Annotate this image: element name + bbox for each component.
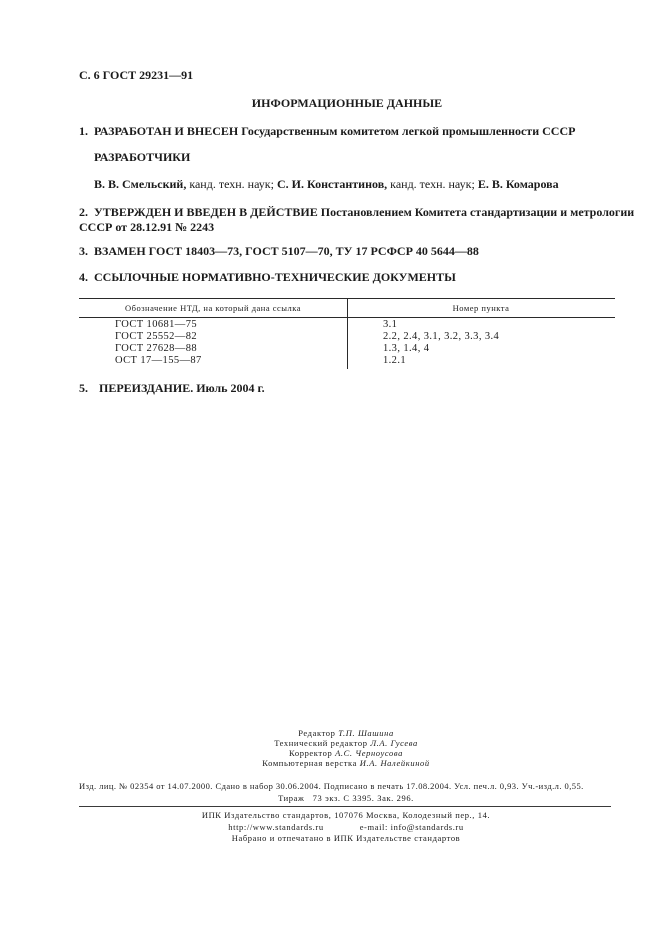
developer-name: Е. В. Комарова (477, 177, 559, 191)
printed-by: Набрано и отпечатано в ИПК Издательстве стандартов (231, 833, 461, 843)
developer-name: В. В. Смельский, (94, 177, 187, 191)
reference-documents-table (79, 298, 615, 369)
running-head: С. 6 ГОСТ 29231—91 (79, 68, 194, 82)
developer-name: С. И. Константинов, (276, 177, 388, 191)
table-cell-document: ГОСТ 10681—75 (115, 319, 198, 330)
item-2 (79, 205, 639, 235)
item-3-text: ВЗАМЕН ГОСТ 18403—73, ГОСТ 5107—70, ТУ 17 РСФСР 40 5644—88 (94, 244, 479, 258)
table-cell-clause: 2.2, 2.4, 3.1, 3.2, 3.3, 3.4 (383, 331, 500, 342)
table-cell-document: ГОСТ 25552—82 (115, 331, 198, 342)
developer-degree: канд. техн. наук; (189, 177, 274, 191)
item-1-lead: РАЗРАБОТАН И ВНЕСЕН (94, 124, 239, 138)
item-4-text: ССЫЛОЧНЫЕ НОРМАТИВНО-ТЕХНИЧЕСКИЕ ДОКУМЕНТЫ (94, 270, 456, 284)
developers-heading: РАЗРАБОТЧИКИ (94, 150, 191, 164)
credit-line (146, 748, 546, 758)
table-cell-clause: 1.3, 1.4, 4 (383, 343, 430, 354)
credit-role: Редактор (298, 728, 336, 738)
item-1 (79, 124, 575, 138)
credit-name: А.С. Черноусова (335, 748, 403, 758)
credit-name: Л.А. Гусева (370, 738, 418, 748)
credit-role: Технический редактор (274, 738, 368, 748)
publisher-address: ИПК Издательство стандартов, 107076 Москва, Колодезный пер., 14. (201, 810, 491, 820)
imprint-divider (79, 806, 611, 807)
developers-list (94, 177, 559, 191)
item-2-text: Постановлением Комитета стандартизации и метрологии СССР от 28.12.91 № 2243 (79, 205, 635, 234)
item-3 (79, 244, 479, 258)
column-header-clause: Номер пункта (452, 303, 510, 313)
credit-line (146, 758, 546, 768)
table-cell-document: ГОСТ 27628—88 (115, 343, 198, 354)
item-4-number: 4. (79, 270, 88, 284)
item-2-lead: УТВЕРЖДЕН И ВВЕДЕН В ДЕЙСТВИЕ (94, 205, 318, 219)
developer-degree: канд. техн. наук; (390, 177, 475, 191)
table-cell-clause: 1.2.1 (383, 355, 406, 366)
publisher-contacts (146, 822, 546, 833)
page-title: ИНФОРМАЦИОННЫЕ ДАННЫЕ (251, 96, 443, 110)
table-cell-document: ОСТ 17—155—87 (115, 355, 202, 366)
credit-line (146, 738, 546, 748)
table-cell-clause: 3.1 (383, 319, 398, 330)
credit-role: Корректор (289, 748, 333, 758)
item-3-number: 3. (79, 244, 88, 258)
credit-name: И.А. Налейкиной (359, 758, 430, 768)
table-header (79, 299, 615, 318)
item-1-number: 1. (79, 124, 88, 138)
publisher-email: e-mail: info@standards.ru (359, 822, 464, 832)
print-run: Тираж 73 экз. С 3395. Зак. 296. (278, 793, 414, 803)
credit-role: Компьютерная верстка (262, 758, 357, 768)
item-4 (79, 270, 456, 284)
item-5-number: 5. (79, 381, 88, 395)
publishing-details: Изд. лиц. № 02354 от 14.07.2000. Сдано в набор 30.06.2004. Подписано в печать 17.08.2004. Усл. печ.л. 0,93. Уч.-изд.л. 0,55. (79, 781, 584, 791)
column-header-document: Обозначение НТД, на который дана ссылка (124, 303, 302, 313)
item-2-number: 2. (79, 205, 88, 219)
credit-name: Т.П. Шашина (338, 728, 394, 738)
item-5-text: ПЕРЕИЗДАНИЕ. Июль 2004 г. (99, 381, 265, 395)
item-5 (79, 381, 265, 395)
credit-line (146, 728, 546, 738)
item-1-text: Государственным комитетом легкой промышленности СССР (241, 124, 576, 138)
publisher-website: http://www.standards.ru (228, 822, 324, 832)
